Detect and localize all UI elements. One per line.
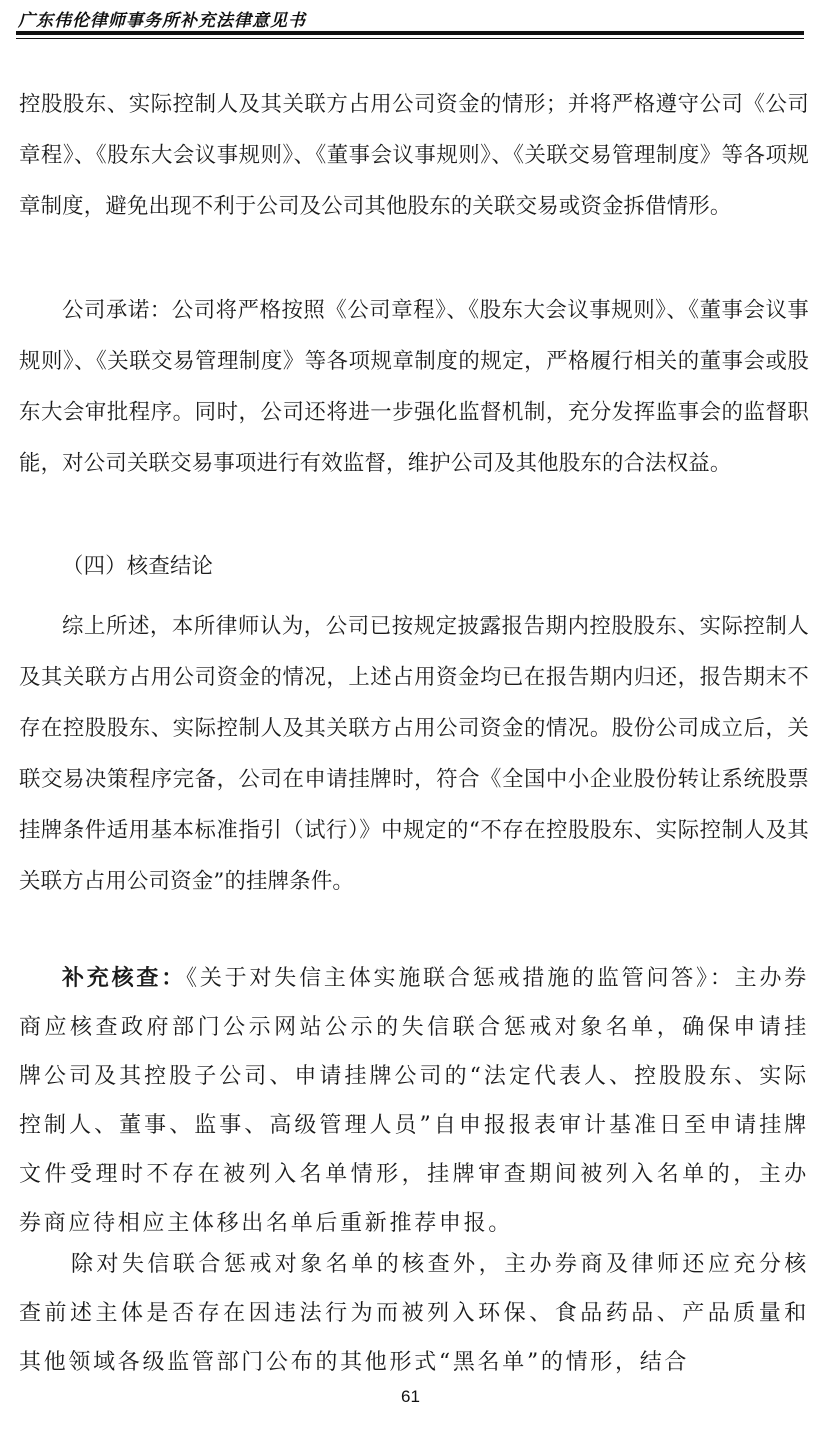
paragraph-supplementary-check bbox=[19, 954, 809, 1248]
header-rule-thick bbox=[16, 31, 804, 35]
paragraph-company-commitment: 公司承诺：公司将严格按照《公司章程》、《股东大会议事规则》、《董事会议事规则》、《关联交易管理制度》等各项规章制度的规定，严格履行相关的董事会或股东大会审批程序。同时，公司还将进一步强化监督机制，充分发挥监事会的监督职能，对公司关联交易事项进行有效监督，维护公司及其他股东的合法权益。 bbox=[19, 298, 809, 476]
header-rule-thin bbox=[16, 38, 804, 39]
page-number: 61 bbox=[401, 1387, 420, 1406]
supplementary-check-label: 补充核查： bbox=[62, 965, 187, 991]
supplementary-check-text: 《关于对失信主体实施联合惩戒措施的监管问答》：主办券商应核查政府部门公示网站公示的失信联合惩戒对象名单，确保申请挂牌公司及其控股子公司、申请挂牌公司的“法定代表人、控股股东、实际控制人、董事、监事、高级管理人员”自申报报表审计基准日至申请挂牌文件受理时不存在被列入名单情形，挂牌审查期间被列入名单的，主办券商应待相应主体移出名单后重新推荐申报。 bbox=[19, 966, 809, 1236]
paragraph-conclusion: 综上所述，本所律师认为，公司已按规定披露报告期内控股股东、实际控制人及其关联方占用公司资金的情况，上述占用资金均已在报告期内归还，报告期末不存在控股股东、实际控制人及其关联方占用公司资金的情况。股份公司成立后，关联交易决策程序完备，公司在申请挂牌时，符合《全国中小企业股份转让系统股票挂牌条件适用基本标准指引（试行）》中规定的“不存在控股股东、实际控制人及其关联方占用公司资金”的挂牌条件。 bbox=[19, 614, 809, 894]
section-heading-conclusion: （四）核查结论 bbox=[62, 554, 214, 579]
paragraph-related-party-continuation: 控股股东、实际控制人及其关联方占用公司资金的情形；并将严格遵守公司《公司章程》、《股东大会议事规则》、《董事会议事规则》、《关联交易管理制度》等各项规章制度，避免出现不利于公司及公司其他股东的关联交易或资金拆借情形。 bbox=[19, 92, 809, 219]
header-title: 广东伟伦律师事务所补充法律意见书 bbox=[18, 11, 306, 31]
paragraph-blacklist-check: 除对失信联合惩戒对象名单的核查外，主办券商及律师还应充分核查前述主体是否存在因违法行为而被列入环保、食品药品、产品质量和其他领域各级监管部门公布的其他形式“黑名单”的情形，结合 bbox=[19, 1252, 809, 1375]
